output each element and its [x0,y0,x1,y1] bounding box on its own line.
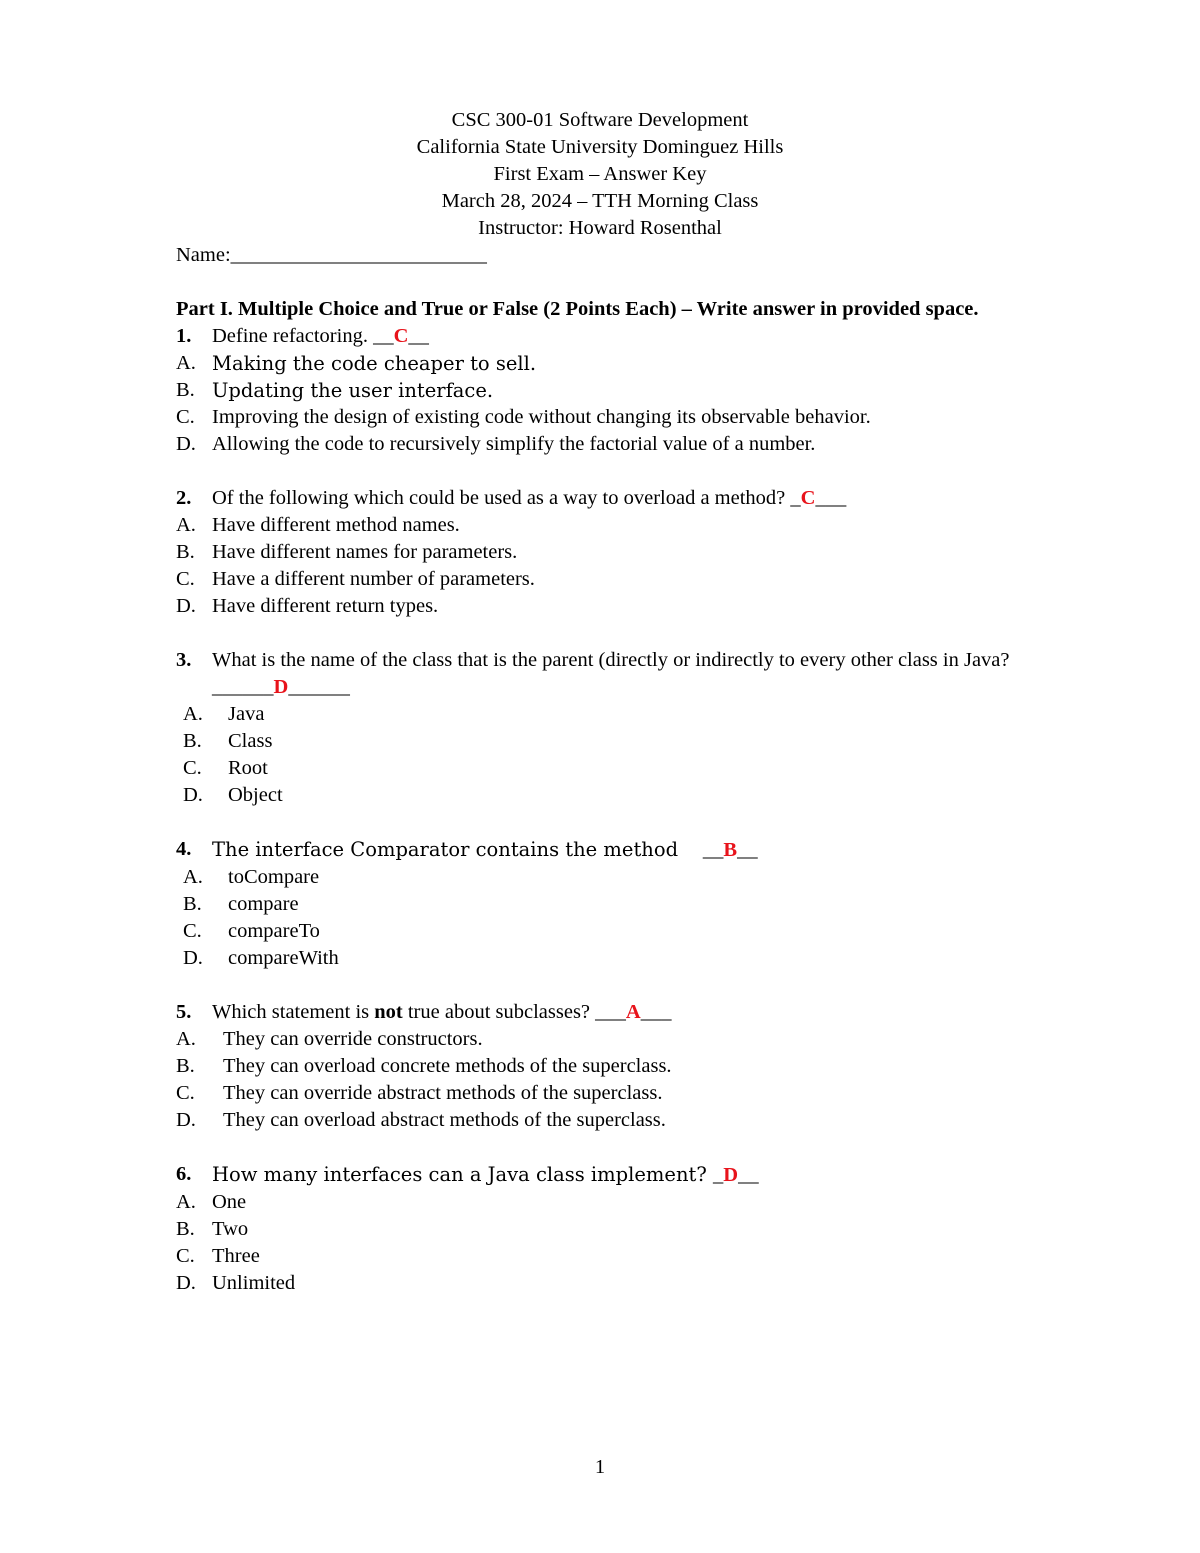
question-text: The interface Comparator contains the method [212,838,703,861]
option-letter: A. [183,866,203,888]
option-text: Allowing the code to recursively simplify the factorial value of a number. [212,433,816,455]
option-letter: A. [183,703,203,725]
option-c [176,566,1016,593]
option-text: Improving the design of existing code without changing its observable behavior. [212,406,871,428]
option-text: They can override constructors. [223,1028,483,1050]
name-field: Name:_________________________ [176,244,487,266]
option-text: toCompare [228,866,320,888]
course-title: CSC 300-01 Software Development [451,109,749,131]
question-number: 4. [176,838,192,860]
option-text: Have different names for parameters. [212,541,518,563]
option-text: Updating the user interface. [212,379,494,402]
option-text: Unlimited [212,1272,296,1294]
option-d [176,782,1016,809]
option-letter: C. [183,757,202,779]
answer-blank-pre: ______ [212,676,274,698]
exam-date: March 28, 2024 – TTH Morning Class [441,190,759,212]
option-a [176,1189,1016,1216]
question-stem [176,647,1016,701]
answer-letter: B [723,839,738,861]
answer-letter: A [625,1001,641,1023]
option-a [176,864,1016,891]
answer-blank-pre: _ [713,1164,724,1186]
answer-blank-pre: _ [790,487,801,509]
option-b [176,1053,1016,1080]
answer-letter: C [393,325,409,347]
option-d [176,1270,1016,1297]
options-list [176,350,1016,458]
answer-letter: D [723,1164,739,1186]
option-letter: C. [176,1082,195,1104]
option-text: Have different method names. [212,514,460,536]
option-c [176,918,1016,945]
option-letter: C. [176,568,195,590]
option-letter: B. [176,379,195,401]
answer-blank-post: ______ [288,676,350,698]
option-letter: D. [183,784,203,806]
question-stem [176,485,1016,512]
question-3 [176,647,1016,809]
question-number: 1. [176,325,192,347]
option-letter: D. [176,1109,196,1131]
exam-title: First Exam – Answer Key [493,163,707,185]
options-list [176,701,1016,809]
option-b [176,377,1016,404]
question-text-pre: Which statement is [212,1001,375,1023]
option-text: Class [228,730,273,752]
option-text: Root [228,757,268,779]
question-2 [176,485,1016,620]
option-text: One [212,1191,247,1213]
option-letter: C. [183,920,202,942]
question-text: How many interfaces can a Java class implement? [212,1163,714,1186]
option-a [176,350,1016,377]
question-6 [176,1161,1016,1297]
answer-blank-post: __ [738,1164,759,1186]
answer-blank-post: ___ [815,487,847,509]
options-list [176,864,1016,972]
question-number: 6. [176,1163,192,1185]
option-b [176,539,1016,566]
question-text-emphasis: not [374,1001,403,1023]
question-5 [176,999,1016,1134]
option-text: Object [228,784,283,806]
question-number: 2. [176,487,192,509]
option-letter: C. [176,1245,195,1267]
option-text: compare [228,893,299,915]
option-letter: A. [176,1028,196,1050]
answer-blank-pre: __ [373,325,394,347]
option-text: Two [212,1218,249,1240]
question-1 [176,323,1016,458]
options-list [176,512,1016,620]
option-letter: B. [176,1218,195,1240]
option-c [176,404,1016,431]
option-letter: B. [183,730,202,752]
question-stem [176,836,1016,864]
option-b [176,728,1016,755]
option-d [176,1107,1016,1134]
option-text: They can overload concrete methods of the superclass. [223,1055,672,1077]
question-text: Define refactoring. [212,325,374,347]
option-c [176,1243,1016,1270]
option-letter: C. [176,406,195,428]
option-letter: D. [176,433,196,455]
option-text: They can override abstract methods of the superclass. [223,1082,663,1104]
university-name: California State University Dominguez Hills [416,136,784,158]
option-d [176,945,1016,972]
question-number: 5. [176,1001,192,1023]
option-c [176,1080,1016,1107]
answer-letter: C [800,487,816,509]
question-4 [176,836,1016,972]
part-title: Part I. Multiple Choice and True or False (2 Points Each) – Write answer in provided space. [176,298,979,320]
option-b [176,1216,1016,1243]
options-list [176,1026,1016,1134]
option-letter: D. [176,1272,196,1294]
option-letter: A. [176,1191,196,1213]
question-text: What is the name of the class that is the parent (directly or indirectly to every other class in Java? [212,649,1010,671]
option-text: Three [212,1245,260,1267]
answer-blank-pre: ___ [595,1001,626,1023]
page-number: 1 [594,1456,606,1478]
option-a [176,701,1016,728]
exam-header [0,107,1200,242]
option-a [176,1026,1016,1053]
answer-blank-pre: __ [702,839,724,861]
option-text: compareWith [228,947,339,969]
option-letter: B. [183,893,202,915]
question-stem [176,999,1016,1026]
option-a [176,512,1016,539]
option-letter: B. [176,541,195,563]
options-list [176,1189,1016,1297]
exam-content [176,296,1016,1324]
option-b [176,891,1016,918]
option-letter: B. [176,1055,195,1077]
option-letter: A. [176,352,196,374]
question-stem [176,323,1016,350]
answer-letter: D [273,676,289,698]
option-c [176,755,1016,782]
instructor-name: Instructor: Howard Rosenthal [478,217,722,239]
answer-blank-post: ___ [640,1001,672,1023]
option-text: Making the code cheaper to sell. [212,352,537,375]
option-text: compareTo [228,920,320,942]
option-text: Have different return types. [212,595,439,617]
question-text-post: true about subclasses? [402,1001,596,1023]
answer-blank-post: __ [737,839,758,861]
question-stem [176,1161,1016,1189]
option-d [176,593,1016,620]
option-letter: A. [176,514,196,536]
question-text: Of the following which could be used as a way to overload a method? [212,487,791,509]
question-number: 3. [176,649,192,671]
option-letter: D. [176,595,196,617]
option-letter: D. [183,947,203,969]
option-text: Have a different number of parameters. [212,568,535,590]
answer-blank-post: __ [408,325,429,347]
option-text: Java [228,703,265,725]
option-text: They can overload abstract methods of the superclass. [223,1109,666,1131]
option-d [176,431,1016,458]
